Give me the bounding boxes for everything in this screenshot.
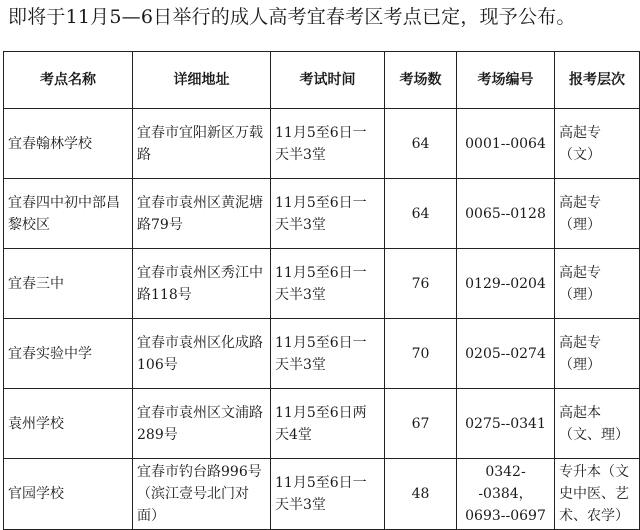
room-code-cell: 0275--0341 — [457, 389, 555, 459]
address-cell: 宜春市钓台路996号（滨江壹号北门对面） — [133, 459, 271, 530]
level-cell: 高起专（理） — [555, 319, 640, 389]
exam-time-cell: 11月5至6日一天半3堂 — [271, 459, 385, 530]
table-row — [4, 109, 640, 179]
room-count-cell: 70 — [385, 319, 457, 389]
address-cell: 宜春市袁州区黄泥塘路79号 — [133, 179, 271, 249]
room-code-cell: 0342--0384，0693--0697 — [457, 459, 555, 530]
room-code-cell: 0205--0274 — [457, 319, 555, 389]
level-cell: 高起专（理） — [555, 249, 640, 319]
header-level: 报考层次 — [555, 52, 640, 109]
address-cell: 宜春市袁州区化成路106号 — [133, 319, 271, 389]
header-room-count: 考场数 — [385, 52, 457, 109]
room-code-cell: 0065--0128 — [457, 179, 555, 249]
header-site-name: 考点名称 — [4, 52, 133, 109]
address-cell: 宜春市袁州区秀江中路118号 — [133, 249, 271, 319]
table-row — [4, 459, 640, 530]
room-code-cell: 0129--0204 — [457, 249, 555, 319]
header-room-code: 考场编号 — [457, 52, 555, 109]
site-name-cell: 官园学校 — [4, 459, 133, 530]
room-count-cell: 64 — [385, 109, 457, 179]
room-count-cell: 76 — [385, 249, 457, 319]
address-cell: 宜春市袁州区文浦路289号 — [133, 389, 271, 459]
address-cell: 宜春市宜阳新区万载路 — [133, 109, 271, 179]
intro-text: 即将于11月5—6日举行的成人高考宜春考区考点已定，现予公布。 — [8, 6, 576, 28]
header-exam-time: 考试时间 — [271, 52, 385, 109]
exam-time-cell: 11月5至6日一天半3堂 — [271, 319, 385, 389]
site-name-cell: 宜春实验中学 — [4, 319, 133, 389]
level-cell: 高起专（文） — [555, 109, 640, 179]
room-code-cell: 0001--0064 — [457, 109, 555, 179]
room-count-cell: 67 — [385, 389, 457, 459]
exam-site-table — [3, 51, 640, 530]
site-name-cell: 宜春四中初中部昌黎校区 — [4, 179, 133, 249]
exam-time-cell: 11月5至6日两天4堂 — [271, 389, 385, 459]
header-address: 详细地址 — [133, 52, 271, 109]
room-count-cell: 48 — [385, 459, 457, 530]
exam-time-cell: 11月5至6日一天半3堂 — [271, 109, 385, 179]
site-name-cell: 宜春翰林学校 — [4, 109, 133, 179]
room-count-cell: 64 — [385, 179, 457, 249]
exam-time-cell: 11月5至6日一天半3堂 — [271, 249, 385, 319]
table-row — [4, 389, 640, 459]
level-cell: 专升本（文史中医、艺术、农学） — [555, 459, 640, 530]
table-row — [4, 319, 640, 389]
level-cell: 高起专（理） — [555, 179, 640, 249]
table-row — [4, 179, 640, 249]
table-row — [4, 249, 640, 319]
table-header-row — [4, 52, 640, 109]
exam-time-cell: 11月5至6日一天半3堂 — [271, 179, 385, 249]
site-name-cell: 宜春三中 — [4, 249, 133, 319]
site-name-cell: 袁州学校 — [4, 389, 133, 459]
level-cell: 高起本（文、理） — [555, 389, 640, 459]
